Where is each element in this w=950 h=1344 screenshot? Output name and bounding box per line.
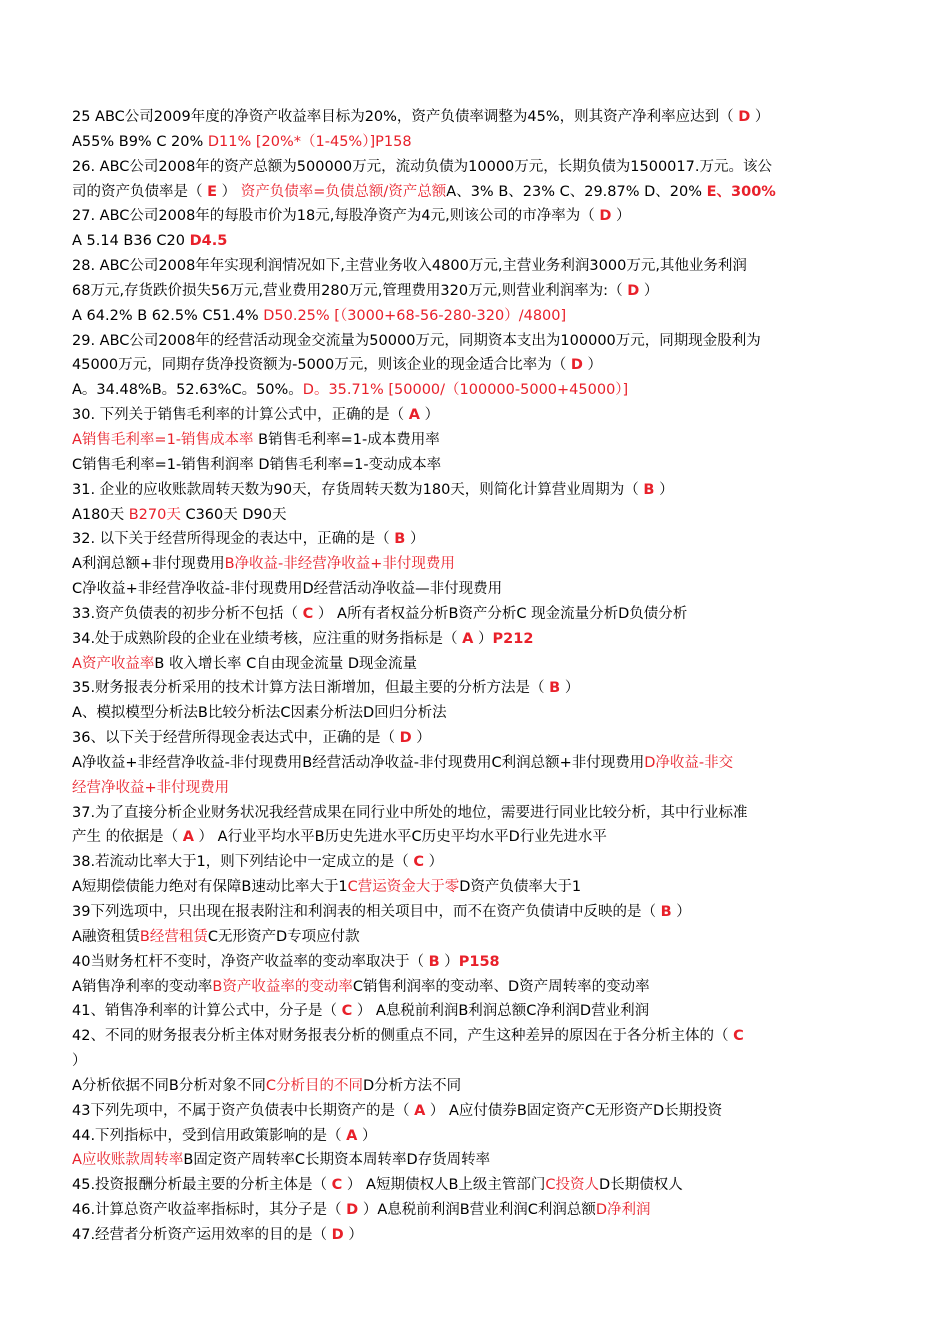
text-line — [72, 850, 872, 875]
answer-text: C — [413, 854, 425, 871]
question-text: ）A息税前利润B营业利润C利润总额 — [358, 1202, 596, 1219]
question-text: 35.财务报表分析采用的技术计算方法日渐增加，但最主要的分析方法是（ — [72, 680, 550, 697]
question-text: 31. 企业的应收账款周转天数为90天，存货周转天数为180天，则简化计算营业周期为（ — [72, 481, 644, 498]
text-line — [72, 627, 872, 652]
answer-text: A — [408, 407, 421, 424]
question-text: A、3% B、23% C、29.87% D、20% — [446, 183, 707, 200]
text-line — [72, 1148, 872, 1173]
text-line — [72, 353, 872, 378]
question-text: ） — [671, 904, 691, 920]
text-line — [72, 304, 872, 329]
question-text: D资产负债率大于1 — [459, 879, 582, 896]
question-text: ） — [750, 109, 770, 125]
text-line — [72, 155, 872, 180]
question-text: A销售净利率的变动率 — [72, 978, 213, 995]
question-text: 46.计算总资产收益率指标时，其分子是（ — [72, 1202, 347, 1219]
question-text: 25 ABC公司2009年度的净资产收益率目标为20%，资产负债率调整为45%，则其资产净利率应达到（ — [72, 109, 739, 125]
text-line — [72, 453, 872, 478]
question-text: 37.为了直接分析企业财务状况我经营成果在同行业中所处的地位，需要进行同业比较分析，其中行业标准 — [72, 804, 748, 821]
question-text: A融资租赁 — [72, 928, 140, 945]
answer-text: D — [331, 1226, 344, 1243]
answer-text: D — [399, 730, 412, 747]
answer-text: P158 — [458, 953, 500, 970]
text-line — [72, 950, 872, 975]
text-line — [72, 1198, 872, 1223]
question-text: D分析方法不同 — [363, 1077, 462, 1094]
text-line — [72, 577, 872, 602]
text-line — [72, 378, 872, 403]
question-text: ） A息税前利润B利润总额C净利润D营业利润 — [352, 1003, 650, 1020]
question-text: ） — [217, 183, 241, 200]
question-text: A。34.48%B。52.63%C。50%。 — [72, 382, 303, 399]
text-line — [72, 701, 872, 726]
answer-text: A — [462, 630, 474, 647]
text-line — [72, 999, 872, 1024]
text-line — [72, 204, 872, 229]
text-line — [72, 527, 872, 552]
question-text: ） — [439, 953, 459, 970]
answer-text: B — [660, 904, 672, 920]
answer-text: B270天 — [128, 506, 181, 523]
answer-text: C营运资金大于零 — [347, 879, 460, 896]
answer-text: D11% [20%*（1-45%）]P158 — [207, 133, 412, 150]
answer-text: D — [570, 357, 583, 374]
answer-text: D净收益-非交 — [644, 754, 734, 771]
document-body — [72, 105, 872, 1248]
text-line — [72, 180, 872, 205]
question-text: 44.下列指标中，受到信用政策影响的是（ — [72, 1127, 347, 1144]
question-text: ） — [639, 282, 659, 299]
question-text: 29. ABC公司2008年的经营活动现金交流量为50000万元，同期资本支出为100000万元，同期现金股利为 — [72, 332, 761, 349]
answer-text: D — [599, 208, 612, 225]
text-line — [72, 503, 872, 528]
answer-text: D — [346, 1202, 359, 1219]
question-text: 45000万元，同期存货净投资额为-5000万元，则该企业的现金适合比率为（ — [72, 357, 571, 374]
question-text: A180天 — [72, 506, 129, 523]
answer-text: A — [414, 1102, 426, 1119]
question-text: A 64.2% B 62.5% C51.4% — [72, 307, 264, 324]
answer-text: A应收账款周转率 — [72, 1152, 184, 1169]
answer-text: B — [428, 953, 440, 970]
question-text: 45.投资报酬分析最主要的分析主体是（ — [72, 1177, 332, 1194]
text-line — [72, 900, 872, 925]
answer-text: A销售毛利率=1-销售成本率 — [72, 431, 254, 448]
question-text: C净收益+非经营净收益-非付现费用D经营活动净收益—非付现费用 — [72, 581, 503, 598]
text-line — [72, 751, 872, 776]
question-text: 28. ABC公司2008年年实现利润情况如下,主营业务收入4800万元,主营业务利润3000万元,其他业务利润 — [72, 258, 747, 275]
question-text: 38.若流动比率大于1，则下列结论中一定成立的是（ — [72, 854, 414, 871]
question-text: 36、以下关于经营所得现金表达式中，正确的是（ — [72, 730, 400, 747]
answer-text: 资产负债率=负债总额/资产总额 — [240, 183, 447, 200]
question-text: ） — [357, 1127, 377, 1144]
answer-text: D4.5 — [189, 233, 228, 250]
question-text: ） — [72, 1053, 87, 1070]
question-text: C360天 D90天 — [180, 506, 287, 523]
text-line — [72, 552, 872, 577]
answer-text: C — [302, 605, 314, 622]
text-line — [72, 279, 872, 304]
answer-text: D。35.71% [50000/（100000-5000+45000）] — [302, 382, 629, 399]
answer-text: D — [627, 282, 640, 299]
question-text: 26. ABC公司2008年的资产总额为500000万元，流动负债为10000万元，长期负债为1500017.万元。该公 — [72, 158, 772, 175]
question-text: A净收益+非经营净收益-非付现费用B经营活动净收益-非付现费用C利润总额+非付现费用 — [72, 754, 645, 771]
question-text: ） — [611, 208, 631, 225]
text-line — [72, 652, 872, 677]
question-text: ） A行业平均水平B历史先进水平C历史平均水平D行业先进水平 — [193, 829, 607, 846]
question-text: A 5.14 B36 C20 — [72, 233, 190, 250]
question-text: ） — [654, 481, 674, 498]
answer-text: D50.25% [（3000+68-56-280-320）/4800] — [263, 307, 567, 324]
text-line — [72, 254, 872, 279]
question-text: A、模拟模型分析法B比较分析法C因素分析法D回归分析法 — [72, 705, 447, 722]
text-line — [72, 1049, 872, 1074]
text-line — [72, 726, 872, 751]
text-line — [72, 428, 872, 453]
question-text: 41、销售净利率的计算公式中，分子是（ — [72, 1003, 342, 1020]
text-line — [72, 403, 872, 428]
text-line — [72, 602, 872, 627]
answer-text: C — [733, 1028, 744, 1045]
question-text: ） — [473, 630, 493, 647]
question-text: 40当财务杠杆不变时，净资产收益率的变动率取决于（ — [72, 953, 429, 970]
answer-text: P212 — [492, 630, 534, 647]
text-line — [72, 1223, 872, 1248]
question-text: A利润总额+非付现费用 — [72, 556, 225, 573]
question-text: B固定资产周转率C长期资本周转率D存货周转率 — [183, 1152, 491, 1169]
question-text: 47.经营者分析资产运用效率的目的是（ — [72, 1226, 332, 1243]
question-text: 司的资产负债率是（ — [72, 183, 208, 200]
question-text: 30. 下列关于销售毛利率的计算公式中，正确的是（ — [72, 407, 409, 424]
question-text: A55% B9% C 20% — [72, 133, 208, 150]
question-text: 33.资产负债表的初步分析不包括（ — [72, 605, 303, 622]
answer-text: B — [549, 680, 561, 697]
answer-text: C — [331, 1177, 343, 1194]
text-line — [72, 478, 872, 503]
answer-text: A — [182, 829, 194, 846]
text-line — [72, 776, 872, 801]
answer-text: C投资人 — [545, 1177, 600, 1194]
answer-text: C分析目的不同 — [265, 1077, 363, 1094]
answer-text: A — [346, 1127, 358, 1144]
answer-text: B资产收益率的变动率 — [212, 978, 353, 995]
text-line — [72, 1074, 872, 1099]
text-line — [72, 105, 872, 130]
text-line — [72, 825, 872, 850]
question-text: ） — [424, 854, 444, 871]
answer-text: 经营净收益+非付现费用 — [72, 779, 230, 796]
question-text: ） — [560, 680, 580, 697]
text-line — [72, 229, 872, 254]
question-text: ） — [420, 407, 440, 424]
answer-text: B净收益-非经营净收益+非付现费用 — [224, 556, 455, 573]
question-text: ） A所有者权益分析B资产分析C 现金流量分析D负债分析 — [313, 605, 688, 622]
answer-text: A资产收益率 — [72, 655, 155, 672]
question-text: A短期偿债能力绝对有保障B速动比率大于1 — [72, 879, 348, 896]
question-text: 39下列选项中，只出现在报表附注和利润表的相关项目中，而不在资产负债请中反映的是（ — [72, 904, 661, 920]
question-text: 68万元,存货跌价损失56万元,营业费用280万元,管理费用320万元,则营业利润率为:（ — [72, 282, 628, 299]
question-text: ） — [343, 1226, 363, 1243]
question-text: C无形资产D专项应付款 — [207, 928, 360, 945]
question-text: ） — [582, 357, 603, 374]
text-line — [72, 1124, 872, 1149]
answer-text: D — [738, 109, 751, 125]
text-line — [72, 1099, 872, 1124]
question-text: D长期债权人 — [599, 1177, 683, 1194]
text-line — [72, 1173, 872, 1198]
text-line — [72, 329, 872, 354]
question-text: C销售毛利率=1-销售利润率 D销售毛利率=1-变动成本率 — [72, 456, 442, 473]
text-line — [72, 925, 872, 950]
answer-text: E、300% — [706, 183, 776, 200]
question-text: 43下列先项中，不属于资产负债表中长期资产的是（ — [72, 1102, 415, 1119]
question-text: 42、不同的财务报表分析主体对财务报表分析的侧重点不同，产生这种差异的原因在于各分析主体的（ — [72, 1028, 734, 1045]
question-text: 34.处于成熟阶段的企业在业绩考核，应注重的财务指标是（ — [72, 630, 463, 647]
question-text: C销售利润率的变动率、D资产周转率的变动率 — [352, 978, 650, 995]
answer-text: B — [643, 481, 655, 498]
answer-text: D净利润 — [595, 1202, 651, 1219]
text-line — [72, 875, 872, 900]
question-text: ） A应付债券B固定资产C无形资产D长期投资 — [425, 1102, 723, 1119]
question-text: 27. ABC公司2008年的每股市价为18元,每股净资产为4元,则该公司的市净率为（ — [72, 208, 600, 225]
question-text: ） A短期债权人B上级主管部门 — [342, 1177, 546, 1194]
answer-text: B — [394, 531, 406, 548]
text-line — [72, 130, 872, 155]
question-text: 32. 以下关于经营所得现金的表达中，正确的是（ — [72, 531, 395, 548]
question-text: ） — [411, 730, 431, 747]
question-text: 产生 的依据是（ — [72, 829, 183, 846]
answer-text: C — [341, 1003, 353, 1020]
text-line — [72, 676, 872, 701]
answer-text: B经营租赁 — [139, 928, 208, 945]
answer-text: E — [207, 183, 218, 200]
text-line — [72, 1024, 872, 1049]
text-line — [72, 975, 872, 1000]
question-text: ） — [405, 531, 425, 548]
question-text: B 收入增长率 C自由现金流量 D现金流量 — [154, 655, 417, 672]
text-line — [72, 801, 872, 826]
question-text: A分析依据不同B分析对象不同 — [72, 1077, 266, 1094]
question-text: B销售毛利率=1-成本费用率 — [253, 431, 440, 448]
